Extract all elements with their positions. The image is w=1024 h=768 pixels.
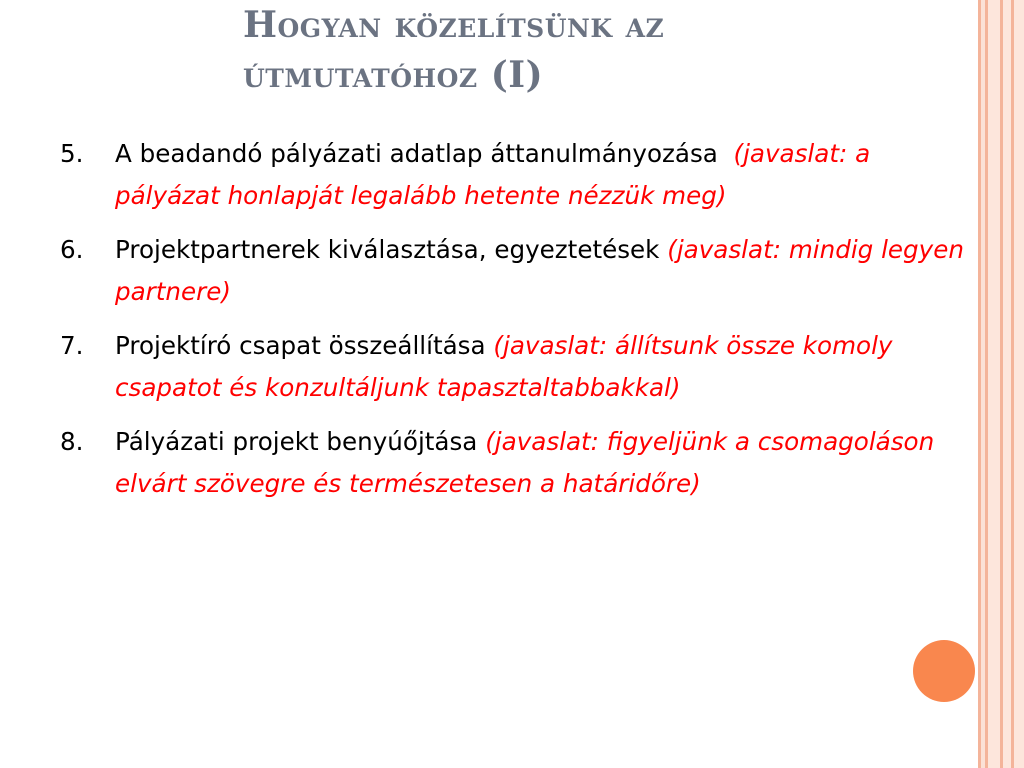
list-item-number: 5.: [60, 139, 84, 168]
list-item-suggestion: (javaslat: figyeljünk a csomagoláson elvárt szövegre és természetesen a határidőre): [115, 427, 935, 498]
slide-title-line-2: útmutatóhoz (I): [243, 54, 544, 96]
decorative-stripe: [1003, 0, 1011, 768]
list-item: [60, 229, 975, 313]
list-item-text: Pályázati projekt benyúőjtása: [115, 427, 478, 456]
list-item-text: A beadandó pályázati adatlap áttanulmányozása: [115, 139, 718, 168]
list-item: [60, 421, 975, 505]
list-item: [60, 133, 975, 217]
list-item-number: 8.: [60, 427, 84, 456]
slide-title: [243, 0, 943, 100]
list-item-number: 6.: [60, 235, 84, 264]
list-item-text: Projektpartnerek kiválasztása, egyeztetések: [115, 235, 660, 264]
list-item-text: Projektíró csapat összeállítása: [115, 331, 486, 360]
list-item-number: 7.: [60, 331, 84, 360]
list-item-suggestion: (javaslat: a pályázat honlapját legalább hetente nézzük meg): [115, 139, 871, 210]
slide-title-line-1: Hogyan közelítsünk az: [243, 4, 665, 46]
list-item: [60, 325, 975, 409]
list-item-suggestion: (javaslat: mindig legyen partnere): [115, 235, 964, 306]
numbered-list: [60, 133, 975, 517]
decorative-circle: [913, 640, 975, 702]
list-item-suggestion: (javaslat: állítsunk össze komoly csapatot és konzultáljunk tapasztaltabbakkal): [115, 331, 893, 402]
decorative-stripe: [988, 0, 1000, 768]
decorative-stripe: [1014, 0, 1024, 768]
